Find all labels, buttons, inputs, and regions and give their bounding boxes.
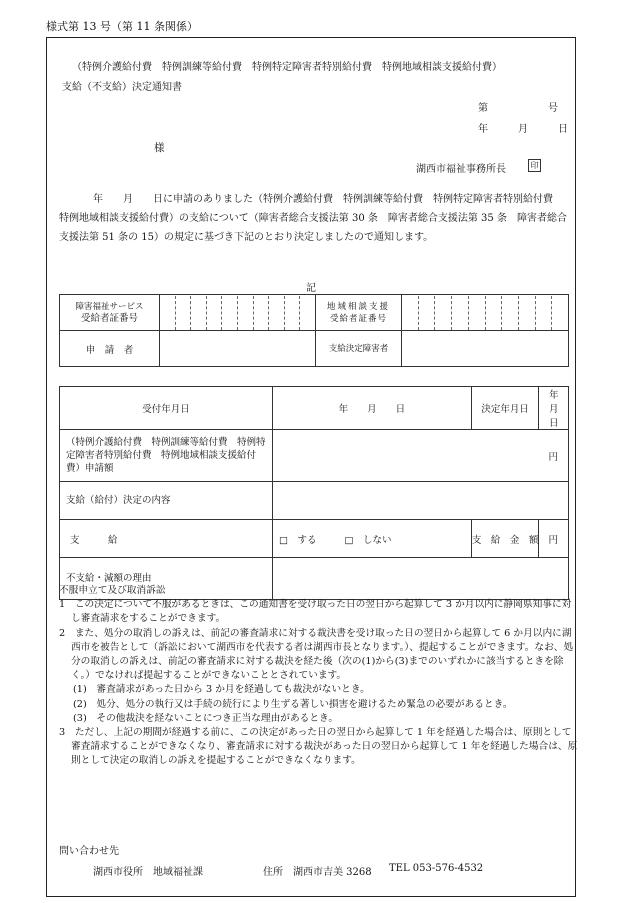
note-2: 2 また、処分の取消しの訴えは、前記の審査請求に対する裁決書を受け取った日の翌日から起算して 6 か月以内に湖西市を被告として（訴訟において湖西市を代表する者は湖西市長となります。）、提起することができます。なお、処分の取消しの訴えは、前記の審査請求に対する裁決を経た後（次の(1)から(3)までのいずれかに該当するときを除く。）でなければ提起することができないこととされています。 <box>59 627 574 682</box>
applicant-field[interactable] <box>160 331 316 367</box>
note-2-sub-1: (1) 審査請求があった日から 3 か月を経過しても裁決がないとき。 <box>73 684 370 696</box>
refusal-reason-label: 不支給・減額の理由 <box>60 558 273 600</box>
request-amount-field[interactable] <box>273 430 569 482</box>
document-number: 第 号 <box>478 103 558 114</box>
recipient-number-label: 障害福祉サービス 受給者証番号 <box>60 295 160 331</box>
received-date-label: 受付年月日 <box>60 387 273 430</box>
decision-date-label: 決定年月日 <box>471 387 539 430</box>
applicant-label: 申 請 者 <box>60 331 160 367</box>
yen-unit-1: 円 <box>548 451 558 463</box>
option-no-checkbox[interactable]: □ しない <box>344 534 392 546</box>
body-text: 年 月 日に申請のありました（特例介護給付費 特例訓練等給付費 特例特定障害者特別給付費 特例地域相談支援給付費）の支給について（障害者総合支援法第 30 条 障害者総合支援法第 35 条 障害者総合支援法第 51 条の 15）の規定に基づき下記のとおり決定しましたので通知します。 <box>59 194 567 243</box>
contact-address: 住所 湖西市吉美 3268 <box>263 867 372 878</box>
seal-mark: 印 <box>528 159 541 172</box>
recipient-number-boxes[interactable] <box>160 295 316 331</box>
decision-date-value[interactable]: 年 月 日 <box>539 387 569 430</box>
note-3: 3 ただし、上記の期間が経過する前に、この決定があった日の翌日から起算して 1 年を経過した場合は、原則として審査請求することができなくなり、審査請求に対する裁決があった日の翌日から起算して 1 年を経過した場合は、原則として決定の取消しの訴えを提起することができなくなります。 <box>59 727 578 767</box>
decided-person-field[interactable] <box>402 331 569 367</box>
option-yes-checkbox[interactable]: □ する <box>279 534 317 546</box>
payment-amount-label: 支 給 金 額 <box>471 520 539 558</box>
decision-table <box>59 386 578 600</box>
document-date: 年 月 日 <box>478 124 568 135</box>
appeal-notes <box>59 584 579 769</box>
consult-number-boxes[interactable] <box>402 295 569 331</box>
content-field[interactable] <box>273 482 569 520</box>
yen-unit-2: 円 <box>548 534 558 546</box>
notes-heading: 不服申立て及び取消訴訟 <box>59 585 166 596</box>
note-2-sub-3: (3) その他裁決を経ないことにつき正当な理由があるとき。 <box>73 712 339 724</box>
payment-amount-field[interactable] <box>539 520 569 558</box>
request-amount-label: （特例介護給付費 特例訓練等給付費 特例特定障害者特別給付費 特例地域相談支援給付費）申請額 <box>60 430 273 482</box>
addressee-suffix: 様 <box>154 142 165 154</box>
form-number: 様式第 13 号（第 11 条関係） <box>46 20 198 33</box>
contact-office: 湖西市役所 地域福祉課 <box>93 867 203 878</box>
content-label: 支給（給付）決定の内容 <box>60 482 273 520</box>
contact-heading: 問い合わせ先 <box>59 846 119 857</box>
recipient-table <box>59 294 569 367</box>
title-line-2: 支給（不支給）決定通知書 <box>62 82 182 93</box>
payment-options <box>273 520 472 558</box>
payment-label: 支 給 <box>60 520 273 558</box>
contact-tel: TEL 053-576-4532 <box>389 863 484 874</box>
note-1: 1 この決定について不服があるときは、この通知書を受け取った日の翌日から起算して 3 か月以内に静岡県知事に対し審査請求をすることができます。 <box>59 599 572 625</box>
note-2-sub-2: (2) 処分、処分の執行又は手続の続行により生ずる著しい損害を避けるため緊急の必要があるとき。 <box>73 698 513 710</box>
consult-number-label: 地域相談支援 受給者証番号 <box>316 295 402 331</box>
issuer-name: 湖西市福祉事務所長 <box>416 164 506 175</box>
decided-person-label: 支給決定障害者 <box>316 331 402 367</box>
received-date-value[interactable]: 年 月 日 <box>273 387 472 430</box>
title-line-1: （特例介護給付費 特例訓練等給付費 特例特定障害者特別給付費 特例地域相談支援給付費） <box>72 62 502 73</box>
ki-label: 記 <box>306 283 316 294</box>
